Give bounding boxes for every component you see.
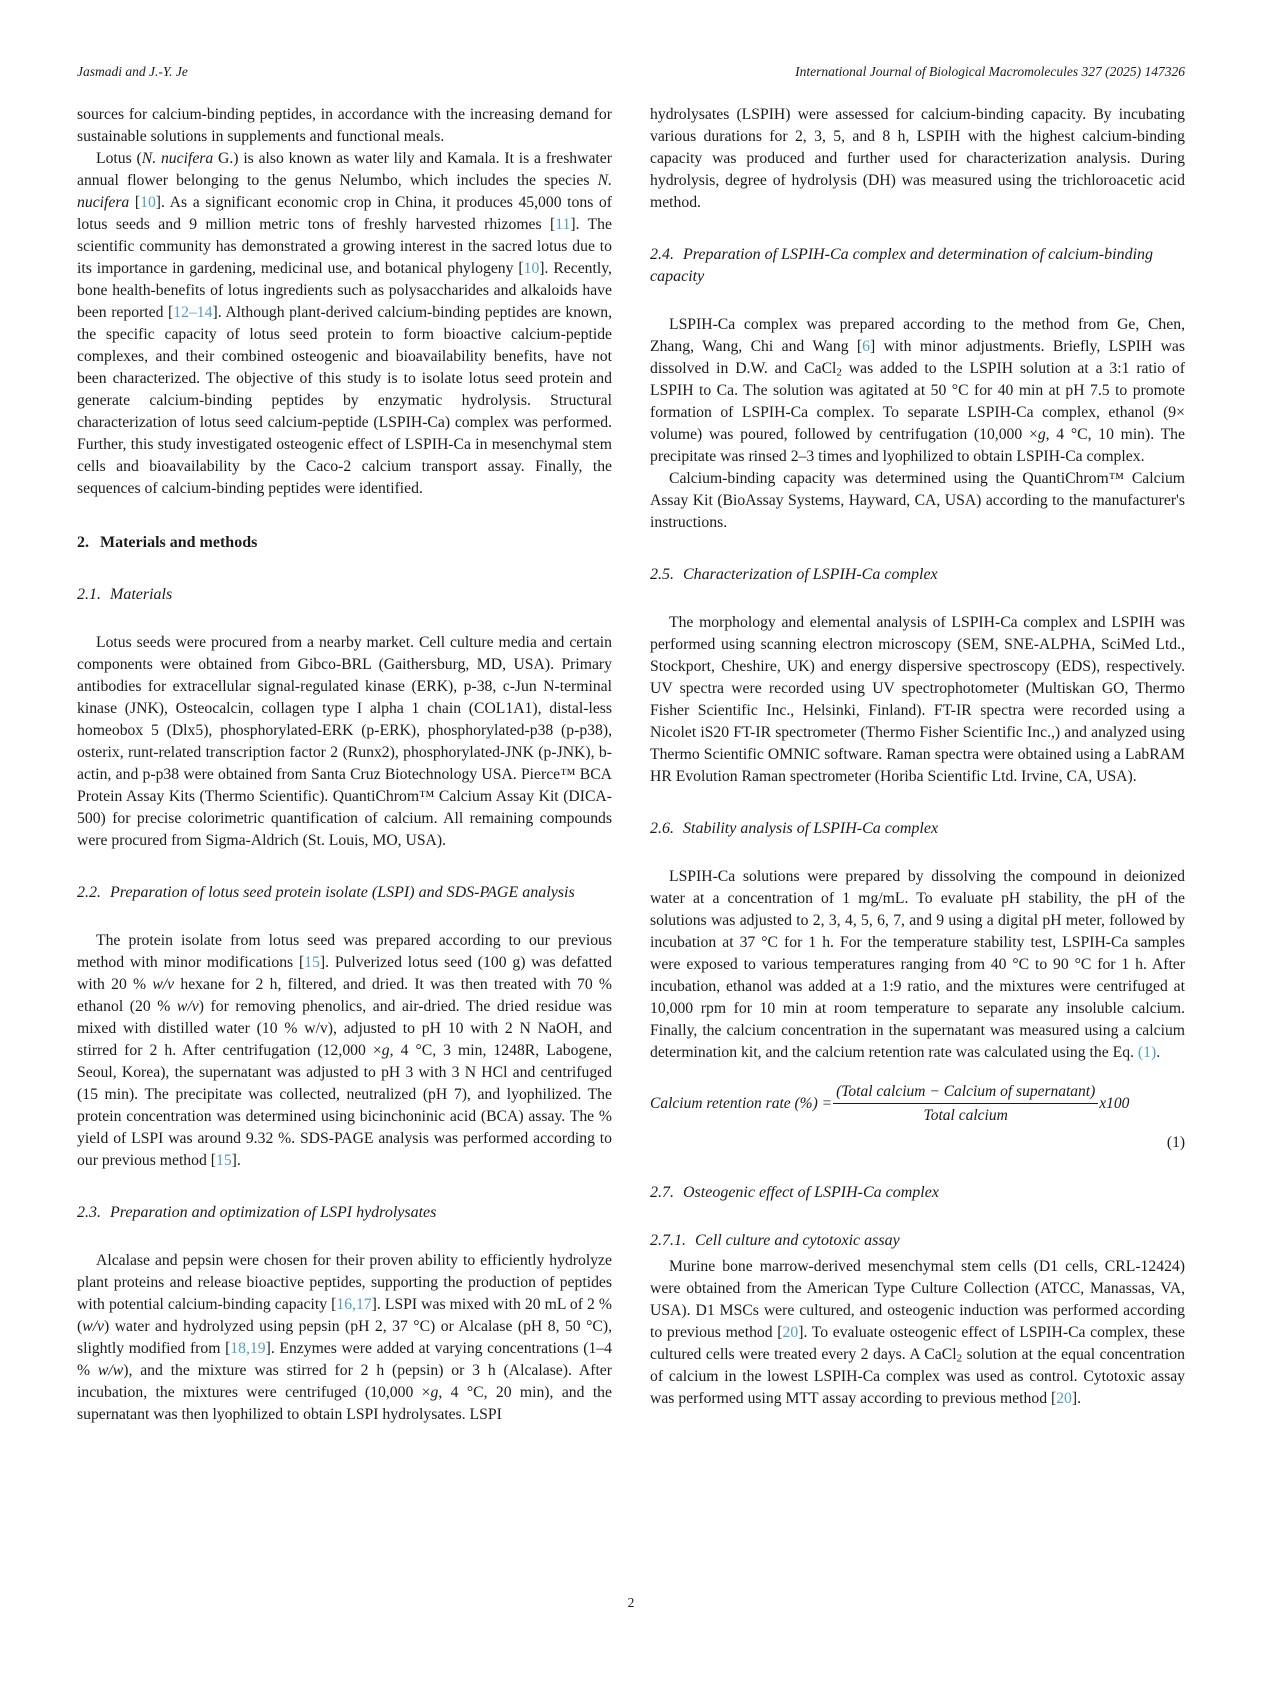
text-run: ]. The scientific community has demonstrated a growing interest in the sacred lotus due to its importance in gardening, medicinal use, and botanical phylogeny [ — [77, 216, 612, 277]
text-run: The protein isolate from lotus seed was prepared according to our previous method with minor modifications [ — [77, 932, 612, 971]
text-run: hexane for 2 h, filtered, and dried. It was then treated with 70 % ethanol (20 % — [77, 976, 612, 1015]
text-run: ) water and hydrolyzed using pepsin (pH 2, 37 °C) or Alcalase (pH 8, 50 °C), slightly modified from [ — [77, 1318, 612, 1357]
section-heading — [77, 532, 612, 554]
italic-text-run: w/v — [82, 1318, 105, 1335]
heading-title: Preparation of lotus seed protein isolate (LSPI) and SDS-PAGE analysis — [110, 884, 575, 901]
paragraph — [650, 866, 1185, 1064]
text-run: ]. — [1071, 1389, 1082, 1407]
two-column-body — [77, 104, 1185, 1426]
subsection-heading — [650, 244, 1185, 288]
text-run: [ — [129, 194, 141, 211]
text-run: Alcalase and pepsin were chosen for their proven ability to efficiently hydrolyze plant proteins and release bioactive peptides, supporting the production of peptides with potential calcium-binding capacity [ — [77, 1252, 612, 1313]
paragraph — [650, 1256, 1185, 1410]
text-run: ) for removing phenolics, and air-dried. The dried residue was mixed with distilled water (10 % w/v), adjusted to pH 10 with 2 N NaOH, and stirred for 2 h. After centrifugation (12,000 × — [77, 998, 612, 1059]
equation — [650, 1082, 1185, 1152]
paragraph — [650, 612, 1185, 788]
text-run: Lotus ( — [96, 150, 142, 167]
italic-text-run: g — [1037, 426, 1046, 443]
equation-multiplier: x100 — [1099, 1095, 1130, 1113]
heading-number: 2.1. — [77, 586, 101, 603]
heading-title: Stability analysis of LSPIH-Ca complex — [683, 820, 939, 837]
text-run: solution at the equal concentration of calcium in the lowest LSPIH-Ca complex was used as control. Cytotoxic assay was performed using MTT assay according to previous method [ — [650, 1345, 1185, 1407]
right-column — [650, 104, 1185, 1426]
citation-link[interactable]: 20 — [782, 1323, 799, 1341]
subsection-heading — [650, 1182, 1185, 1204]
paragraph — [650, 104, 1185, 214]
heading-title: Characterization of LSPIH-Ca complex — [683, 566, 938, 583]
text-run: ]. Enzymes were added at varying concentrations (1–4 % — [77, 1340, 612, 1379]
running-head-authors: Jasmadi and J.-Y. Je — [77, 64, 188, 79]
citation-link[interactable]: 18,19 — [230, 1340, 266, 1357]
page-number: 2 — [627, 1595, 635, 1610]
heading-number: 2.4. — [650, 246, 674, 263]
equation-fraction — [833, 1082, 1098, 1126]
text-run: ]. — [231, 1152, 241, 1169]
left-column — [77, 104, 612, 1426]
subsection-heading — [650, 564, 1185, 586]
paragraph — [650, 314, 1185, 468]
text-run: , 4 °C, 20 min), and the supernatant was then lyophilized to obtain LSPI hydrolysates. LSPI — [77, 1384, 612, 1423]
paragraph — [77, 148, 612, 500]
paragraph — [650, 468, 1185, 534]
equation-number: (1) — [1166, 1133, 1185, 1151]
equation-row — [650, 1082, 1185, 1126]
text-run: ]. Although plant-derived calcium-binding peptides are known, the specific capacity of lotus seed protein to form bioactive calcium-peptide complexes, and their combined osteogenic and bioavailability benefits, have not been characterized. The objective of this study is to isolate lotus seed protein and generate calcium-binding peptides by enzymatic hydrolysis. Structural characterization of lotus seed calcium-peptide (LSPIH-Ca) complex was performed. Further, this study investigated osteogenic effect of LSPIH-Ca in mesenchymal stem cells and bioavailability by the Caco-2 calcium transport assay. Finally, the sequences of calcium-binding peptides were identified. — [77, 304, 612, 497]
equation-lhs: Calcium retention rate (%) = — [650, 1095, 833, 1113]
text-run: hydrolysates (LSPIH) were assessed for calcium-binding capacity. By incubating various durations for 2, 3, 5, and 8 h, LSPIH with the highest calcium-binding capacity was produced and further used for characterization analysis. During hydrolysis, degree of hydrolysis (DH) was measured using the trichloroacetic acid method. — [650, 106, 1185, 211]
paragraph — [77, 104, 612, 148]
citation-link[interactable]: 10 — [140, 194, 156, 211]
italic-text-run: g — [381, 1042, 390, 1059]
text-run: ]. As a significant economic crop in China, it produces 45,000 tons of lotus seeds and 9 million metric tons of freshly harvested rhizomes [ — [77, 194, 612, 233]
heading-title: Materials — [110, 586, 173, 603]
text-run: , 4 °C, 3 min, 1248R, Labogene, Seoul, Korea), the supernatant was adjusted to pH 3 with 3 N HCl and centrifuged (15 min). The precipitate was collected, neutralized (pH 7), and lyophilized. The protein concentration was determined using bicinchoninic acid (BCA) assay. The % yield of LSPI was around 9.32 %. SDS-PAGE analysis was performed according to our previous method [ — [77, 1042, 612, 1169]
text-run: sources for calcium-binding peptides, in accordance with the increasing demand for sustainable solutions in supplements and functional meals. — [77, 106, 612, 145]
subsection-heading — [77, 882, 612, 904]
heading-title: Cell culture and cytotoxic assay — [695, 1231, 900, 1249]
citation-link[interactable]: 12–14 — [173, 304, 213, 321]
paragraph — [77, 632, 612, 852]
subsection-heading — [77, 584, 612, 606]
text-run: was added to the LSPIH solution at a 3:1 ratio of LSPIH to Ca. The solution was agitated at 50 °C for 40 min at pH 7.5 to promote formation of LSPIH-Ca complex. To separate LSPIH-Ca complex, ethanol (9× volume) was poured, followed by centrifugation (10,000 × — [650, 360, 1186, 443]
subsubsection-heading — [650, 1230, 1185, 1252]
text-run: The morphology and elemental analysis of LSPIH-Ca complex and LSPIH was performed using scanning electron microscopy (SEM, SNE-ALPHA, SciMed Ltd., Stockport, Cheshire, UK) and energy dispersive spectroscopy (EDS), respectively. UV spectra were recorded using UV spectrophotometer (Multiskan GO, Thermo Fisher Scientific Inc., Helsinki, Finland). FT-IR spectra were recorded using a Nicolet iS20 FT-IR spectrometer (Thermo Fisher Scientific Inc.,) and analyzed using Thermo Scientific OMNIC software. Raman spectra were obtained using a LabRAM HR Evolution Raman spectrometer (Horiba Scientific Ltd. Irvine, CA, USA). — [650, 614, 1185, 785]
text-run: ]. Recently, bone health-benefits of lotus ingredients such as polysaccharides and alkaloids have been reported [ — [77, 260, 612, 321]
paragraph — [77, 1250, 612, 1426]
citation-link[interactable]: 15 — [304, 954, 320, 971]
citation-link[interactable]: 11 — [555, 216, 571, 233]
citation-link[interactable]: 20 — [1056, 1389, 1072, 1407]
heading-number: 2.7. — [650, 1183, 674, 1201]
citation-link[interactable]: 16,17 — [336, 1296, 372, 1313]
text-run: LSPIH-Ca complex was prepared according to the method from Ge, Chen, Zhang, Wang, Chi and Wang [ — [650, 316, 1185, 355]
text-run: ), and the mixture was stirred for 2 h (pepsin) or 3 h (Alcalase). After incubation, the mixtures were centrifuged (10,000 × — [77, 1362, 612, 1401]
text-run: LSPIH-Ca solutions were prepared by dissolving the compound in deionized water at a concentration of 1 mg/mL. To evaluate pH stability, the pH of the solutions was adjusted to 2, 3, 4, 5, 6, 7, and 9 using a digital pH meter, followed by incubation at 37 °C for 1 h. For the temperature stability test, LSPIH-Ca samples were exposed to various temperatures ranging from 40 °C to 90 °C for 1 h. After incubation, ethanol was added at a 1:9 ratio, and the mixtures were centrifuged at 10,000 rpm for 10 min at room temperature to separate any insoluble calcium. Finally, the calcium concentration in the supernatant was measured using a calcium determination kit, and the calcium retention rate was calculated using the Eq. — [650, 868, 1185, 1061]
equation-numerator: (Total calcium − Calcium of supernatant) — [833, 1082, 1098, 1104]
citation-link[interactable]: 6 — [862, 338, 870, 355]
paragraph — [77, 930, 612, 1172]
italic-text-run: N. nucifera — [77, 172, 612, 211]
heading-number: 2.3. — [77, 1204, 101, 1221]
heading-number: 2.6. — [650, 820, 674, 837]
text-run: Lotus seeds were procured from a nearby market. Cell culture media and certain components were obtained from Gibco-BRL (Gaithersburg, MD, USA). Primary antibodies for extracellular signal-regulated kinase (ERK), p-38, c-Jun N-terminal kinase (JNK), Osteocalcin, collagen type I alpha 1 chain (COL1A1), distal-less homeobox 5 (Dlx5), phosphorylated-ERK (p-ERK), phosphorylated-p38 (p-p38), osterix, runt-related transcription factor 2 (Runx2), phosphorylated-JNK (p-JNK), b-actin, and p-p38 were obtained from Santa Cruz Biotechnology USA. Pierce™ BCA Protein Assay Kits (Thermo Scientific). QuantiChrom™ Calcium Assay Kit (DICA-500) for precise colorimetric quantification of calcium. All remaining compounds were procured from Sigma-Aldrich (St. Louis, MO, USA). — [77, 634, 612, 849]
heading-number: 2. — [77, 534, 89, 551]
running-head — [77, 64, 1185, 80]
text-run: ]. Pulverized lotus seed (100 g) was defatted with 20 % — [77, 954, 612, 993]
subscript-text-run: 2 — [836, 366, 842, 379]
equation-denominator: Total calcium — [923, 1107, 1008, 1125]
citation-link[interactable]: (1) — [1137, 1044, 1157, 1061]
italic-text-run: w/v — [152, 976, 175, 993]
text-run: ]. To evaluate osteogenic effect of LSPIH-Ca complex, these cultured cells were treated every 2 days. A CaCl — [650, 1323, 1186, 1363]
subsection-heading — [650, 818, 1185, 840]
heading-number: 2.7.1. — [650, 1231, 686, 1249]
italic-text-run: N. nucifera — [141, 150, 214, 167]
citation-link[interactable]: 15 — [215, 1152, 232, 1169]
italic-text-run: w/w — [97, 1362, 124, 1379]
text-run: ]. LSPI was mixed with 20 mL of 2 % ( — [77, 1296, 612, 1335]
heading-title: Preparation and optimization of LSPI hydrolysates — [110, 1204, 437, 1221]
heading-title: Osteogenic effect of LSPIH-Ca complex — [683, 1183, 939, 1201]
text-run: . — [1156, 1044, 1161, 1061]
heading-number: 2.5. — [650, 566, 674, 583]
italic-text-run: w/v — [176, 998, 199, 1015]
italic-text-run: g — [430, 1384, 439, 1401]
text-run: G.) is also known as water lily and Kamala. It is a freshwater annual flower belonging to the genus Nelumbo, which includes the species — [77, 150, 612, 189]
heading-title: Materials and methods — [100, 534, 258, 551]
subscript-text-run: 2 — [956, 1352, 963, 1365]
text-run: ] with minor adjustments. Briefly, LSPIH was dissolved in D.W. and CaCl — [650, 338, 1185, 377]
heading-number: 2.2. — [77, 884, 101, 901]
heading-title: Preparation of LSPIH-Ca complex and determination of calcium-binding capacity — [650, 246, 1154, 285]
subsection-heading — [77, 1202, 612, 1224]
citation-link[interactable]: 10 — [523, 260, 540, 277]
text-run: , 4 °C, 10 min). The precipitate was rinsed 2–3 times and lyophilized to obtain LSPIH-Ca complex. — [650, 426, 1185, 465]
running-head-journal: International Journal of Biological Macromolecules 327 (2025) 147326 — [795, 64, 1185, 79]
text-run: Calcium-binding capacity was determined using the QuantiChrom™ Calcium Assay Kit (BioAssay Systems, Hayward, CA, USA) according to the manufacturer's instructions. — [650, 470, 1185, 531]
text-run: Murine bone marrow-derived mesenchymal stem cells (D1 cells, CRL-12424) were obtained from the American Type Culture Collection (ATCC, Manassas, VA, USA). D1 MSCs were cultured, and osteogenic induction was performed according to previous method [ — [650, 1257, 1185, 1341]
